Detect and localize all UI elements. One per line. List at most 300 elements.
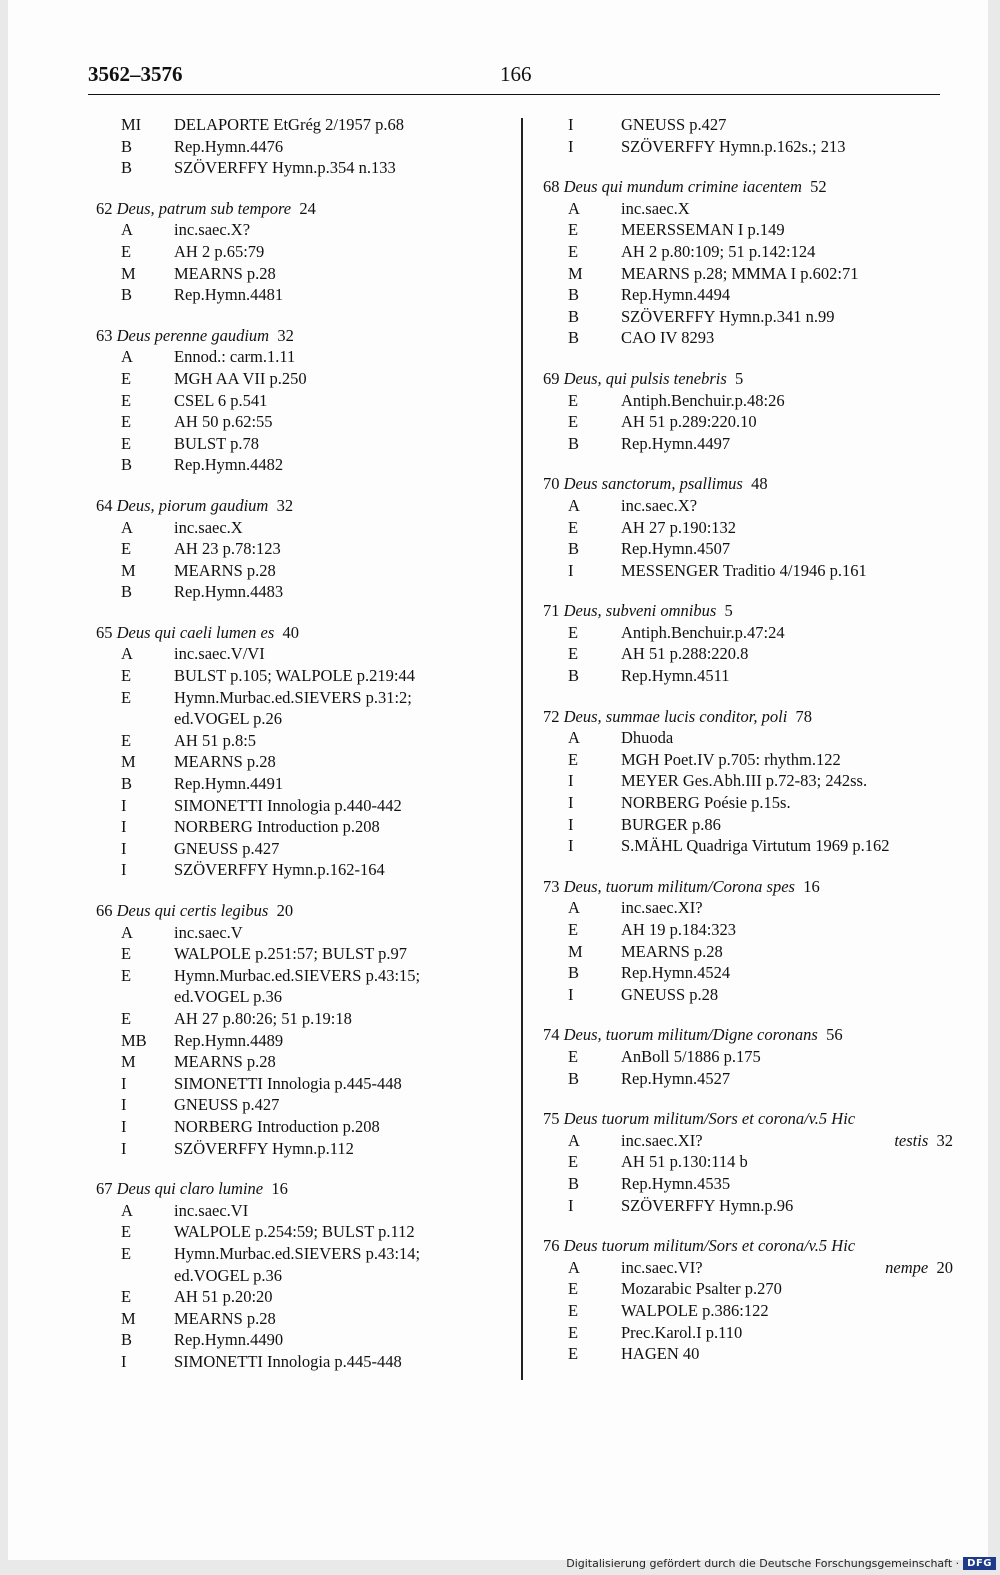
citation-row: [96, 390, 496, 412]
citation-text: ed.VOGEL p.26: [174, 709, 282, 729]
citation-row: [96, 538, 496, 560]
citation-row: [96, 751, 496, 773]
citation-row: [96, 708, 496, 730]
hymn-title: Deus, qui pulsis tenebris: [563, 368, 727, 388]
citation-row: [96, 560, 496, 582]
citation-text: Rep.Hymn.4489: [174, 1030, 284, 1050]
hymn-title: Deus qui caeli lumen es: [116, 622, 275, 642]
source-code: I: [568, 814, 574, 834]
line-count: 32: [276, 495, 294, 515]
citation-row: [96, 773, 496, 795]
document-page: [8, 0, 988, 1560]
citation-text: MESSENGER Traditio 4/1946 p.161: [621, 560, 867, 580]
source-code: B: [121, 158, 133, 178]
citation-row: [96, 1073, 496, 1095]
citation-text: CAO IV 8293: [621, 328, 715, 348]
citation-row: [543, 962, 953, 984]
citation-row: [543, 792, 953, 814]
hymn-title: Deus sanctorum, psallimus: [563, 474, 743, 494]
hymn-entry: [543, 706, 953, 857]
source-code: I: [568, 1195, 574, 1215]
citation-text: GNEUSS p.427: [174, 838, 280, 858]
entry-heading: [543, 1235, 953, 1257]
hymn-entry: [96, 198, 496, 306]
citation-text: AH 2 p.80:109; 51 p.142:124: [621, 241, 816, 261]
continued-entry: [543, 114, 953, 157]
hymn-entry: [543, 1108, 953, 1216]
citation-text: CSEL 6 p.541: [174, 390, 268, 410]
hymn-entry: [96, 622, 496, 881]
source-code: A: [568, 1257, 580, 1277]
citation-row: [543, 1257, 953, 1279]
citation-row: [543, 1151, 953, 1173]
line-count: 52: [810, 177, 827, 197]
citation-row: [96, 1138, 496, 1160]
source-code: I: [568, 793, 574, 813]
source-code: A: [568, 728, 580, 748]
citation-row: [96, 581, 496, 603]
citation-text: SIMONETTI Innologia p.445-448: [174, 1351, 402, 1371]
source-code: I: [121, 1138, 127, 1158]
entry-number: 75: [543, 1109, 560, 1129]
citation-row: [543, 114, 953, 136]
citation-text: BURGER p.86: [621, 814, 721, 834]
citation-text: Ennod.: carm.1.11: [174, 347, 296, 367]
entry-number: 69: [543, 368, 560, 388]
entry-number: 72: [543, 706, 560, 726]
citation-row: [543, 306, 953, 328]
citation-text: NORBERG Poésie p.15s.: [621, 793, 791, 813]
citation-text: Prec.Karol.I p.110: [621, 1322, 743, 1342]
citation-text: AH 23 p.78:123: [174, 539, 281, 559]
source-code: B: [568, 1068, 580, 1088]
source-code: B: [568, 433, 580, 453]
dfg-logo: DFG: [963, 1557, 996, 1570]
hymn-entry: [543, 473, 953, 581]
citation-text: AnBoll 5/1886 p.175: [621, 1046, 761, 1066]
hymn-entry: [543, 600, 953, 686]
hymn-title: Deus, summae lucis conditor, poli: [563, 706, 788, 726]
citation-row: [543, 984, 953, 1006]
line-count: 5: [735, 368, 744, 388]
citation-text: GNEUSS p.427: [174, 1095, 280, 1115]
citation-text: BULST p.78: [174, 433, 259, 453]
citation-text: SZÖVERFFY Hymn.p.341 n.99: [621, 306, 835, 326]
citation-row: [96, 986, 496, 1008]
hymn-title: Deus tuorum militum/Sors et corona/v.5 Hic: [563, 1236, 856, 1256]
citation-text: inc.saec.V: [174, 922, 243, 942]
citation-text: WALPOLE p.386:122: [621, 1300, 769, 1320]
citation-row: [543, 327, 953, 349]
citation-text: AH 51 p.20:20: [174, 1287, 273, 1307]
page-header: [88, 62, 940, 95]
citation-row: [543, 390, 953, 412]
citation-text: inc.saec.X: [621, 198, 690, 218]
citation-row: [96, 1243, 496, 1265]
citation-row: [543, 643, 953, 665]
citation-row: [543, 198, 953, 220]
entry-heading: [96, 495, 496, 517]
hymn-title: Deus, tuorum militum/Corona spes: [563, 876, 795, 896]
citation-row: [543, 622, 953, 644]
source-code: A: [568, 898, 580, 918]
citation-text: WALPOLE p.254:59; BULST p.112: [174, 1222, 415, 1242]
entry-number: 74: [543, 1025, 560, 1045]
hymn-entry: [543, 368, 953, 454]
entry-number: 71: [543, 601, 560, 621]
entry-heading: [543, 876, 953, 898]
citation-text: AH 27 p.190:132: [621, 517, 737, 537]
continued-entry: [96, 114, 496, 179]
citation-text: MGH Poet.IV p.705: rhythm.122: [621, 749, 841, 769]
entry-heading: [543, 176, 953, 198]
source-code: E: [568, 749, 579, 769]
citation-text: MEARNS p.28: [174, 1052, 276, 1072]
citation-row: [96, 816, 496, 838]
entry-number: 70: [543, 474, 560, 494]
source-code: A: [121, 517, 133, 537]
citation-text: MEARNS p.28: [174, 263, 276, 283]
source-code: E: [121, 1243, 132, 1263]
source-code: E: [121, 1222, 132, 1242]
citation-text: S.MÄHL Quadriga Virtutum 1969 p.162: [621, 836, 890, 856]
source-code: E: [121, 433, 132, 453]
line-count: 40: [282, 622, 300, 642]
source-code: E: [568, 1279, 579, 1299]
citation-row: [543, 538, 953, 560]
source-code: B: [568, 328, 580, 348]
hymn-title: Deus tuorum militum/Sors et corona/v.5 Hic: [563, 1109, 856, 1129]
source-code: B: [568, 539, 580, 559]
citation-text: AH 50 p.62:55: [174, 412, 273, 432]
citation-text: Rep.Hymn.4497: [621, 433, 731, 453]
source-code: I: [121, 817, 127, 837]
citation-row: [96, 1051, 496, 1073]
citation-row: [543, 814, 953, 836]
citation-text: ed.VOGEL p.36: [174, 987, 282, 1007]
citation-text: Hymn.Murbac.ed.SIEVERS p.31:2;: [174, 687, 412, 707]
source-code: B: [568, 306, 580, 326]
line-count: 5: [724, 601, 733, 621]
citation-text: Rep.Hymn.4494: [621, 285, 731, 305]
title-continuation: [894, 1130, 953, 1152]
citation-row: [96, 368, 496, 390]
source-code: E: [568, 1046, 579, 1066]
line-count: 48: [751, 474, 768, 494]
source-code: M: [568, 263, 583, 283]
citation-text: Rep.Hymn.4476: [174, 136, 284, 156]
citation-row: [543, 897, 953, 919]
citation-text: inc.saec.VI?: [621, 1257, 703, 1277]
source-code: M: [121, 560, 136, 580]
entry-heading: [96, 325, 496, 347]
source-code: B: [121, 136, 133, 156]
citation-row: [96, 241, 496, 263]
source-code: M: [121, 263, 136, 283]
citation-text: Rep.Hymn.4535: [621, 1173, 731, 1193]
citation-text: MEARNS p.28: [174, 1308, 276, 1328]
citation-text: AH 51 p.288:220.8: [621, 644, 749, 664]
source-code: I: [121, 860, 127, 880]
hymn-title: Deus qui claro lumine: [116, 1179, 264, 1199]
source-code: A: [568, 1130, 580, 1150]
citation-row: [96, 1329, 496, 1351]
source-code: E: [121, 1287, 132, 1307]
entry-heading: [543, 1108, 953, 1130]
hymn-entry: [543, 176, 953, 349]
citation-row: [543, 560, 953, 582]
citation-row: [543, 495, 953, 517]
citation-row: [96, 517, 496, 539]
citation-row: [543, 1130, 953, 1152]
citation-row: [543, 835, 953, 857]
citation-text: MEARNS p.28: [621, 941, 723, 961]
source-code: I: [568, 115, 574, 134]
source-code: M: [121, 1308, 136, 1328]
citation-text: Rep.Hymn.4507: [621, 539, 731, 559]
hymn-entry: [96, 325, 496, 476]
entry-heading: [96, 622, 496, 644]
entry-heading: [543, 600, 953, 622]
citation-text: SIMONETTI Innologia p.445-448: [174, 1073, 402, 1093]
citation-row: [543, 749, 953, 771]
citation-row: [96, 346, 496, 368]
entry-number: 62: [96, 198, 113, 218]
source-code: MI: [121, 115, 142, 134]
citation-text: inc.saec.X: [174, 517, 243, 537]
line-count: 32: [936, 1130, 953, 1150]
citation-text: SZÖVERFFY Hymn.p.162s.; 213: [621, 136, 846, 156]
title-continuation-word: nempe: [885, 1257, 929, 1277]
citation-row: [543, 241, 953, 263]
citation-row: [96, 1008, 496, 1030]
source-code: M: [121, 1052, 136, 1072]
source-code: E: [121, 730, 132, 750]
source-code: E: [568, 622, 579, 642]
footer: [566, 1553, 996, 1573]
citation-row: [543, 1068, 953, 1090]
citation-text: NORBERG Introduction p.208: [174, 817, 380, 837]
citation-text: HAGEN 40: [621, 1344, 700, 1364]
citation-row: [96, 687, 496, 709]
citation-text: inc.saec.X?: [174, 220, 251, 240]
source-code: I: [568, 136, 574, 156]
entry-number: 68: [543, 177, 560, 197]
citation-row: [543, 136, 953, 158]
hymn-title: Deus perenne gaudium: [116, 325, 270, 345]
source-code: E: [121, 241, 132, 261]
citation-row: [96, 1351, 496, 1373]
citation-text: Mozarabic Psalter p.270: [621, 1279, 782, 1299]
citation-text: Rep.Hymn.4491: [174, 774, 284, 794]
source-code: E: [121, 666, 132, 686]
source-code: MB: [121, 1030, 147, 1050]
citation-row: [543, 517, 953, 539]
citation-text: Rep.Hymn.4483: [174, 582, 284, 602]
citation-text: BULST p.105; WALPOLE p.219:44: [174, 666, 415, 686]
source-code: E: [568, 920, 579, 939]
column-divider: [521, 118, 523, 1380]
line-count: 20: [936, 1257, 953, 1277]
entry-number: 67: [96, 1179, 113, 1199]
citation-text: SZÖVERFFY Hymn.p.96: [621, 1195, 794, 1215]
entry-heading: [543, 1024, 953, 1046]
hymn-title: Deus, piorum gaudium: [116, 495, 269, 515]
citation-text: inc.saec.XI?: [621, 898, 703, 918]
citation-text: MEYER Ges.Abh.III p.72-83; 242ss.: [621, 771, 868, 791]
citation-text: SZÖVERFFY Hymn.p.354 n.133: [174, 158, 396, 178]
source-code: I: [121, 1116, 127, 1136]
line-count: 20: [276, 901, 294, 920]
source-code: M: [121, 752, 136, 772]
source-code: I: [121, 1095, 127, 1115]
source-code: E: [568, 1344, 579, 1364]
source-code: E: [568, 220, 579, 240]
citation-row: [543, 941, 953, 963]
right-column: [543, 114, 953, 1384]
source-code: A: [121, 1200, 133, 1220]
citation-row: [543, 263, 953, 285]
citation-row: [96, 1221, 496, 1243]
citation-row: [543, 219, 953, 241]
source-code: B: [121, 582, 133, 602]
citation-row: [543, 1300, 953, 1322]
footer-text: Digitalisierung gefördert durch die Deutsche Forschungsgemeinschaft ·: [566, 1556, 960, 1570]
citation-row: [96, 454, 496, 476]
source-code: E: [568, 412, 579, 432]
citation-text: SZÖVERFFY Hymn.p.112: [174, 1138, 354, 1158]
citation-text: DELAPORTE EtGrég 2/1957 p.68: [174, 115, 404, 134]
entry-number: 76: [543, 1236, 560, 1256]
source-code: E: [121, 412, 132, 432]
entry-number: 64: [96, 495, 113, 515]
citation-text: Rep.Hymn.4490: [174, 1330, 284, 1350]
citation-text: Rep.Hymn.4481: [174, 285, 284, 305]
citation-text: ed.VOGEL p.36: [174, 1265, 282, 1285]
citation-text: Rep.Hymn.4482: [174, 455, 284, 475]
entry-number: 66: [96, 901, 113, 920]
citation-row: [96, 1094, 496, 1116]
source-code: E: [121, 965, 132, 985]
source-code: E: [121, 368, 132, 388]
citation-row: [96, 433, 496, 455]
citation-row: [96, 1200, 496, 1222]
citation-row: [543, 1173, 953, 1195]
citation-row: [543, 411, 953, 433]
citation-text: inc.saec.XI?: [621, 1130, 703, 1150]
citation-row: [96, 665, 496, 687]
line-count: 16: [803, 876, 820, 896]
source-code: E: [568, 1322, 579, 1342]
citation-row: [96, 219, 496, 241]
hymn-entry: [543, 1024, 953, 1089]
citation-text: Dhuoda: [621, 728, 674, 748]
source-code: E: [568, 241, 579, 261]
source-code: B: [568, 963, 580, 983]
entry-heading: [543, 473, 953, 495]
entry-heading: [543, 706, 953, 728]
citation-row: [96, 1116, 496, 1138]
citation-text: AH 2 p.65:79: [174, 241, 265, 261]
citation-text: Rep.Hymn.4524: [621, 963, 731, 983]
source-code: E: [121, 687, 132, 707]
entry-number: 65: [96, 622, 113, 642]
source-code: E: [121, 390, 132, 410]
source-code: E: [568, 1152, 579, 1172]
citation-text: Hymn.Murbac.ed.SIEVERS p.43:14;: [174, 1243, 421, 1263]
source-code: B: [121, 455, 133, 475]
citation-row: [96, 1030, 496, 1052]
citation-row: [96, 965, 496, 987]
line-count: 16: [271, 1179, 288, 1199]
citation-row: [96, 411, 496, 433]
citation-row: [543, 1195, 953, 1217]
source-code: E: [121, 944, 132, 964]
citation-text: inc.saec.VI: [174, 1200, 249, 1220]
hymn-entry: [543, 876, 953, 1006]
source-code: A: [121, 922, 133, 942]
hymn-entry: [543, 1235, 953, 1365]
source-code: M: [568, 941, 583, 961]
entry-heading: [96, 1178, 496, 1200]
hymn-title: Deus qui certis legibus: [116, 901, 269, 920]
citation-row: [96, 943, 496, 965]
citation-row: [543, 919, 953, 941]
source-code: E: [568, 644, 579, 664]
citation-row: [543, 433, 953, 455]
page-number: 166: [500, 62, 532, 86]
entry-number: 73: [543, 876, 560, 896]
source-code: B: [568, 666, 580, 686]
citation-row: [96, 1308, 496, 1330]
hymn-title: Deus, tuorum militum/Digne coronans: [563, 1025, 818, 1045]
citation-text: Antiph.Benchuir.p.47:24: [621, 622, 785, 642]
citation-row: [96, 284, 496, 306]
source-code: E: [121, 539, 132, 559]
citation-row: [96, 263, 496, 285]
citation-text: WALPOLE p.251:57; BULST p.97: [174, 944, 407, 964]
hymn-title: Deus, patrum sub tempore: [116, 198, 292, 218]
source-code: I: [121, 1073, 127, 1093]
citation-row: [96, 730, 496, 752]
citation-text: SIMONETTI Innologia p.440-442: [174, 795, 402, 815]
citation-text: AH 27 p.80:26; 51 p.19:18: [174, 1008, 352, 1028]
hymn-entry: [96, 495, 496, 603]
source-code: B: [121, 774, 133, 794]
citation-row: [96, 136, 496, 158]
entry-heading: [96, 900, 496, 922]
citation-row: [96, 859, 496, 881]
citation-row: [543, 1278, 953, 1300]
source-code: I: [568, 771, 574, 791]
citation-text: inc.saec.V/VI: [174, 644, 265, 664]
hymn-title: Deus qui mundum crimine iacentem: [563, 177, 802, 197]
citation-row: [543, 284, 953, 306]
source-code: I: [121, 795, 127, 815]
citation-row: [96, 114, 496, 136]
citation-text: AH 51 p.130:114 b: [621, 1152, 748, 1172]
source-code: E: [121, 1008, 132, 1028]
source-code: B: [568, 1173, 580, 1193]
source-code: I: [121, 1351, 127, 1371]
source-code: E: [568, 390, 579, 410]
citation-text: MEARNS p.28: [174, 752, 276, 772]
source-code: A: [121, 347, 133, 367]
title-continuation: [885, 1257, 953, 1279]
citation-text: Rep.Hymn.4527: [621, 1068, 731, 1088]
entry-number: 63: [96, 325, 113, 345]
hymn-title: Deus, subveni omnibus: [563, 601, 717, 621]
